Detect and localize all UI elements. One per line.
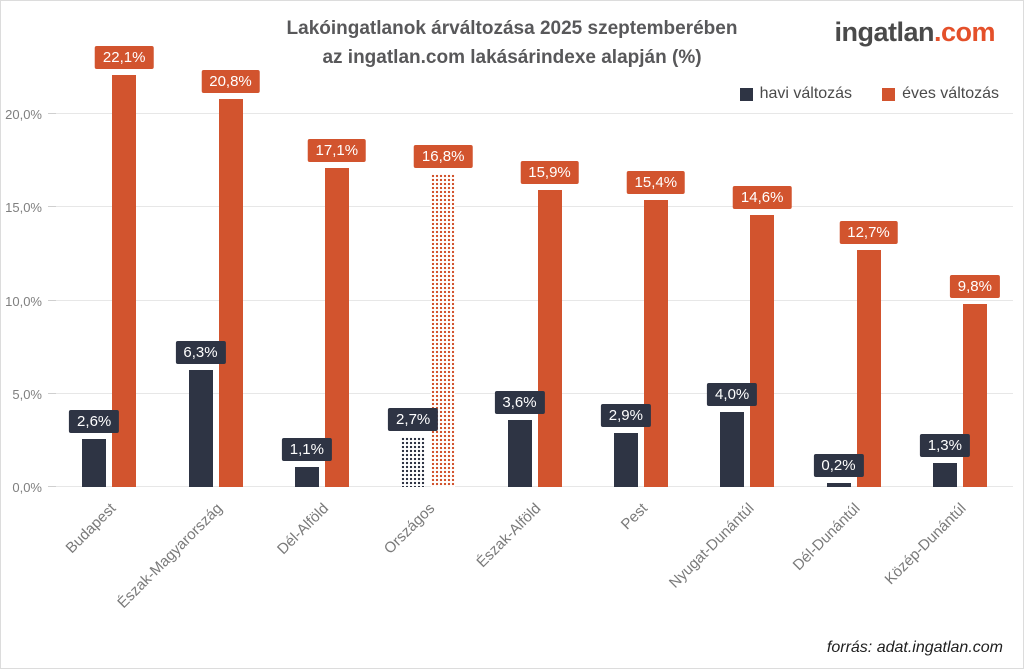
- y-axis-tick: [48, 206, 56, 207]
- yearly-change-bar: [538, 190, 562, 487]
- monthly-change-bar: [827, 483, 851, 487]
- monthly-value-label: 3,6%: [494, 391, 544, 414]
- monthly-change-bar: [189, 370, 213, 487]
- y-axis-label: 5,0%: [12, 386, 42, 402]
- yearly-value-label: 15,9%: [520, 161, 579, 184]
- monthly-change-bar: [508, 420, 532, 487]
- x-axis-label: Észak-Magyarország: [113, 500, 226, 612]
- monthly-value-label: 0,2%: [813, 454, 863, 477]
- y-axis-tick: [48, 300, 56, 301]
- x-axis-label: Pest: [617, 500, 651, 534]
- yearly-change-bar: [219, 99, 243, 487]
- x-axis-label: Dél-Dunántúl: [789, 500, 864, 574]
- yearly-change-bar: [750, 215, 774, 487]
- monthly-value-label: 2,6%: [69, 410, 119, 433]
- y-axis-tick: [48, 113, 56, 114]
- source-caption: forrás: adat.ingatlan.com: [826, 639, 1003, 656]
- yearly-value-label: 12,7%: [839, 221, 898, 244]
- monthly-value-label: 6,3%: [175, 341, 225, 364]
- yearly-value-label: 17,1%: [308, 139, 367, 162]
- brand-name: ingatlan: [834, 17, 934, 47]
- yearly-value-label: 9,8%: [950, 275, 1000, 298]
- brand-tld: .com: [933, 17, 995, 47]
- chart-title-line1: Lakóingatlanok árváltozása 2025 szeptemberében: [286, 18, 738, 39]
- legend: [740, 85, 999, 103]
- gridline: [56, 206, 1013, 207]
- chart-title-line2: az ingatlan.com lakásárindexe alapján (%): [322, 47, 702, 69]
- legend-swatch-monthly-icon: [740, 88, 753, 101]
- monthly-value-label: 1,1%: [282, 438, 332, 461]
- monthly-change-bar: [614, 433, 638, 487]
- legend-label-yearly: éves változás: [902, 85, 999, 102]
- legend-swatch-yearly-icon: [882, 88, 895, 101]
- yearly-value-label: 16,8%: [414, 145, 473, 168]
- y-axis-label: 0,0%: [12, 480, 42, 495]
- monthly-value-label: 2,9%: [601, 404, 651, 427]
- x-axis-label: Országos: [380, 500, 439, 558]
- monthly-change-bar: [401, 437, 425, 487]
- yearly-change-bar: [857, 250, 881, 487]
- yearly-change-bar: [431, 174, 455, 487]
- monthly-value-label: 4,0%: [707, 383, 757, 406]
- monthly-change-bar: [82, 439, 106, 487]
- yearly-value-label: 20,8%: [201, 70, 260, 93]
- x-axis-label: Közép-Dunántúl: [881, 500, 970, 589]
- yearly-value-label: 15,4%: [627, 171, 686, 194]
- monthly-change-bar: [720, 412, 744, 487]
- x-axis-label: Észak-Alföld: [473, 500, 545, 571]
- legend-item-yearly: [882, 85, 999, 103]
- monthly-change-bar: [933, 463, 957, 487]
- y-axis-tick: [48, 393, 56, 394]
- monthly-change-bar: [295, 467, 319, 488]
- monthly-value-label: 2,7%: [388, 408, 438, 431]
- y-axis-label: 20,0%: [5, 107, 42, 122]
- gridline: [56, 113, 1013, 114]
- x-axis-label: Nyugat-Dunántúl: [665, 500, 758, 592]
- legend-item-monthly: [740, 85, 853, 103]
- x-axis-label: Budapest: [62, 500, 120, 557]
- yearly-value-label: 22,1%: [95, 46, 154, 69]
- yearly-value-label: 14,6%: [733, 186, 792, 209]
- legend-label-monthly: havi változás: [759, 85, 853, 102]
- yearly-change-bar: [644, 200, 668, 487]
- monthly-value-label: 1,3%: [920, 434, 970, 457]
- brand-logo: [834, 17, 995, 48]
- y-axis-tick: [48, 486, 56, 487]
- y-axis-label: 15,0%: [5, 200, 42, 216]
- yearly-change-bar: [963, 304, 987, 487]
- x-axis-label: Dél-Alföld: [273, 500, 332, 559]
- y-axis-label: 10,0%: [5, 293, 42, 309]
